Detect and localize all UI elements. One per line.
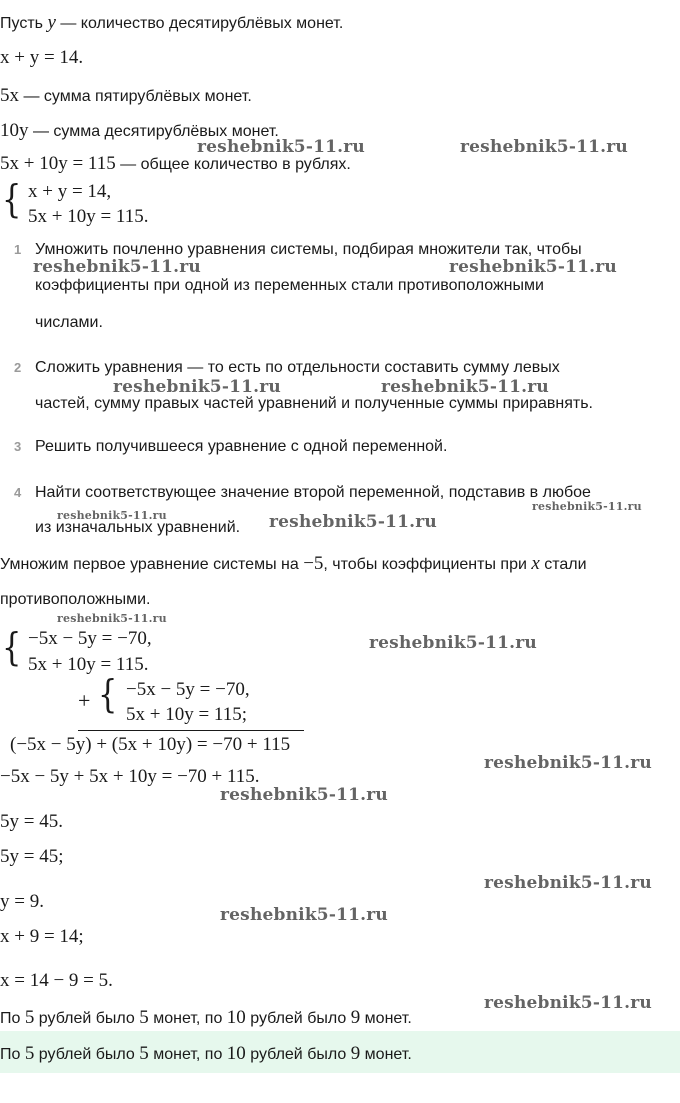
- watermark: reshebnik5-11.ru: [484, 753, 652, 773]
- watermark: reshebnik5-11.ru: [532, 500, 642, 513]
- system1-eq1: x + y = 14,: [28, 181, 112, 202]
- system-brace: {: [2, 625, 22, 669]
- sum-equation: (−5x − 5y) + (5x + 10y) = −70 + 115: [10, 734, 291, 755]
- watermark: reshebnik5-11.ru: [220, 785, 388, 805]
- multiply-line-1: Умножим первое уравнение системы на −5, чтобы коэффициенты при x стали: [0, 553, 587, 574]
- step-1-line-1: Умножить почленно уравнения системы, подбирая множители так, чтобы: [35, 241, 582, 258]
- step-number: 2: [14, 360, 22, 375]
- solution-step-2: 5y = 45;: [0, 846, 64, 867]
- watermark: reshebnik5-11.ru: [369, 633, 537, 653]
- solution-step-5: x = 14 − 9 = 5.: [0, 970, 113, 991]
- watermark: reshebnik5-11.ru: [113, 377, 281, 397]
- step-4-line-1: Найти соответствующее значение второй переменной, подставив в любое: [35, 484, 591, 501]
- solution-step-4: x + 9 = 14;: [0, 926, 84, 947]
- solution-step-1: 5y = 45.: [0, 811, 63, 832]
- system2-eq2: 5x + 10y = 115.: [28, 654, 149, 675]
- sum-line: [78, 730, 304, 731]
- intro-line-3: 5x — сумма пятирублёвых монет.: [0, 85, 252, 106]
- step-3-line-1: Решить получившееся уравнение с одной переменной.: [35, 438, 448, 455]
- equation-x-plus-y: x + y = 14.: [0, 47, 84, 68]
- conclusion-text: По 5 рублей было 5 монет, по 10 рублей было 9 монет.: [0, 1007, 412, 1028]
- answer-text: По 5 рублей было 5 монет, по 10 рублей было 9 монет.: [0, 1043, 412, 1064]
- step-number: 3: [14, 439, 22, 454]
- step-2-line-2: частей, сумму правых частей уравнений и полученные суммы приравнять.: [35, 395, 593, 412]
- expanded-equation: −5x − 5y + 5x + 10y = −70 + 115.: [0, 766, 260, 787]
- watermark: reshebnik5-11.ru: [449, 257, 617, 277]
- step-1-line-3: числами.: [35, 314, 103, 331]
- addition-eq1: −5x − 5y = −70,: [126, 679, 250, 700]
- watermark: reshebnik5-11.ru: [57, 509, 167, 522]
- plus-sign: +: [78, 688, 91, 713]
- system-brace: {: [98, 672, 118, 716]
- system1-eq2: 5x + 10y = 115.: [28, 206, 149, 227]
- watermark: reshebnik5-11.ru: [484, 993, 652, 1013]
- addition-eq2: 5x + 10y = 115;: [126, 704, 248, 725]
- watermark: reshebnik5-11.ru: [381, 377, 549, 397]
- intro-line-5: 5x + 10y = 115 — общее количество в рублях.: [0, 153, 351, 174]
- watermark: reshebnik5-11.ru: [57, 612, 167, 625]
- watermark: reshebnik5-11.ru: [269, 512, 437, 532]
- step-number: 4: [14, 485, 22, 500]
- intro-line-4: 10y — сумма десятирублёвых монет.: [0, 120, 279, 141]
- watermark: reshebnik5-11.ru: [484, 873, 652, 893]
- watermark: reshebnik5-11.ru: [197, 137, 365, 157]
- system2-eq1: −5x − 5y = −70,: [28, 628, 152, 649]
- watermark: reshebnik5-11.ru: [33, 257, 201, 277]
- watermark: reshebnik5-11.ru: [220, 905, 388, 925]
- multiply-line-2: противоположными.: [0, 591, 151, 608]
- intro-line-1: Пусть y — количество десятирублёвых монет.: [0, 12, 344, 33]
- watermark: reshebnik5-11.ru: [460, 137, 628, 157]
- solution-step-3: y = 9.: [0, 891, 44, 912]
- step-2-line-1: Сложить уравнения — то есть по отдельности составить сумму левых: [35, 359, 560, 376]
- step-number: 1: [14, 242, 22, 257]
- step-4-line-2: из изначальных уравнений.: [35, 519, 241, 536]
- step-1-line-2: коэффициенты при одной из переменных стали противоположными: [35, 277, 544, 294]
- system-brace: {: [2, 177, 22, 221]
